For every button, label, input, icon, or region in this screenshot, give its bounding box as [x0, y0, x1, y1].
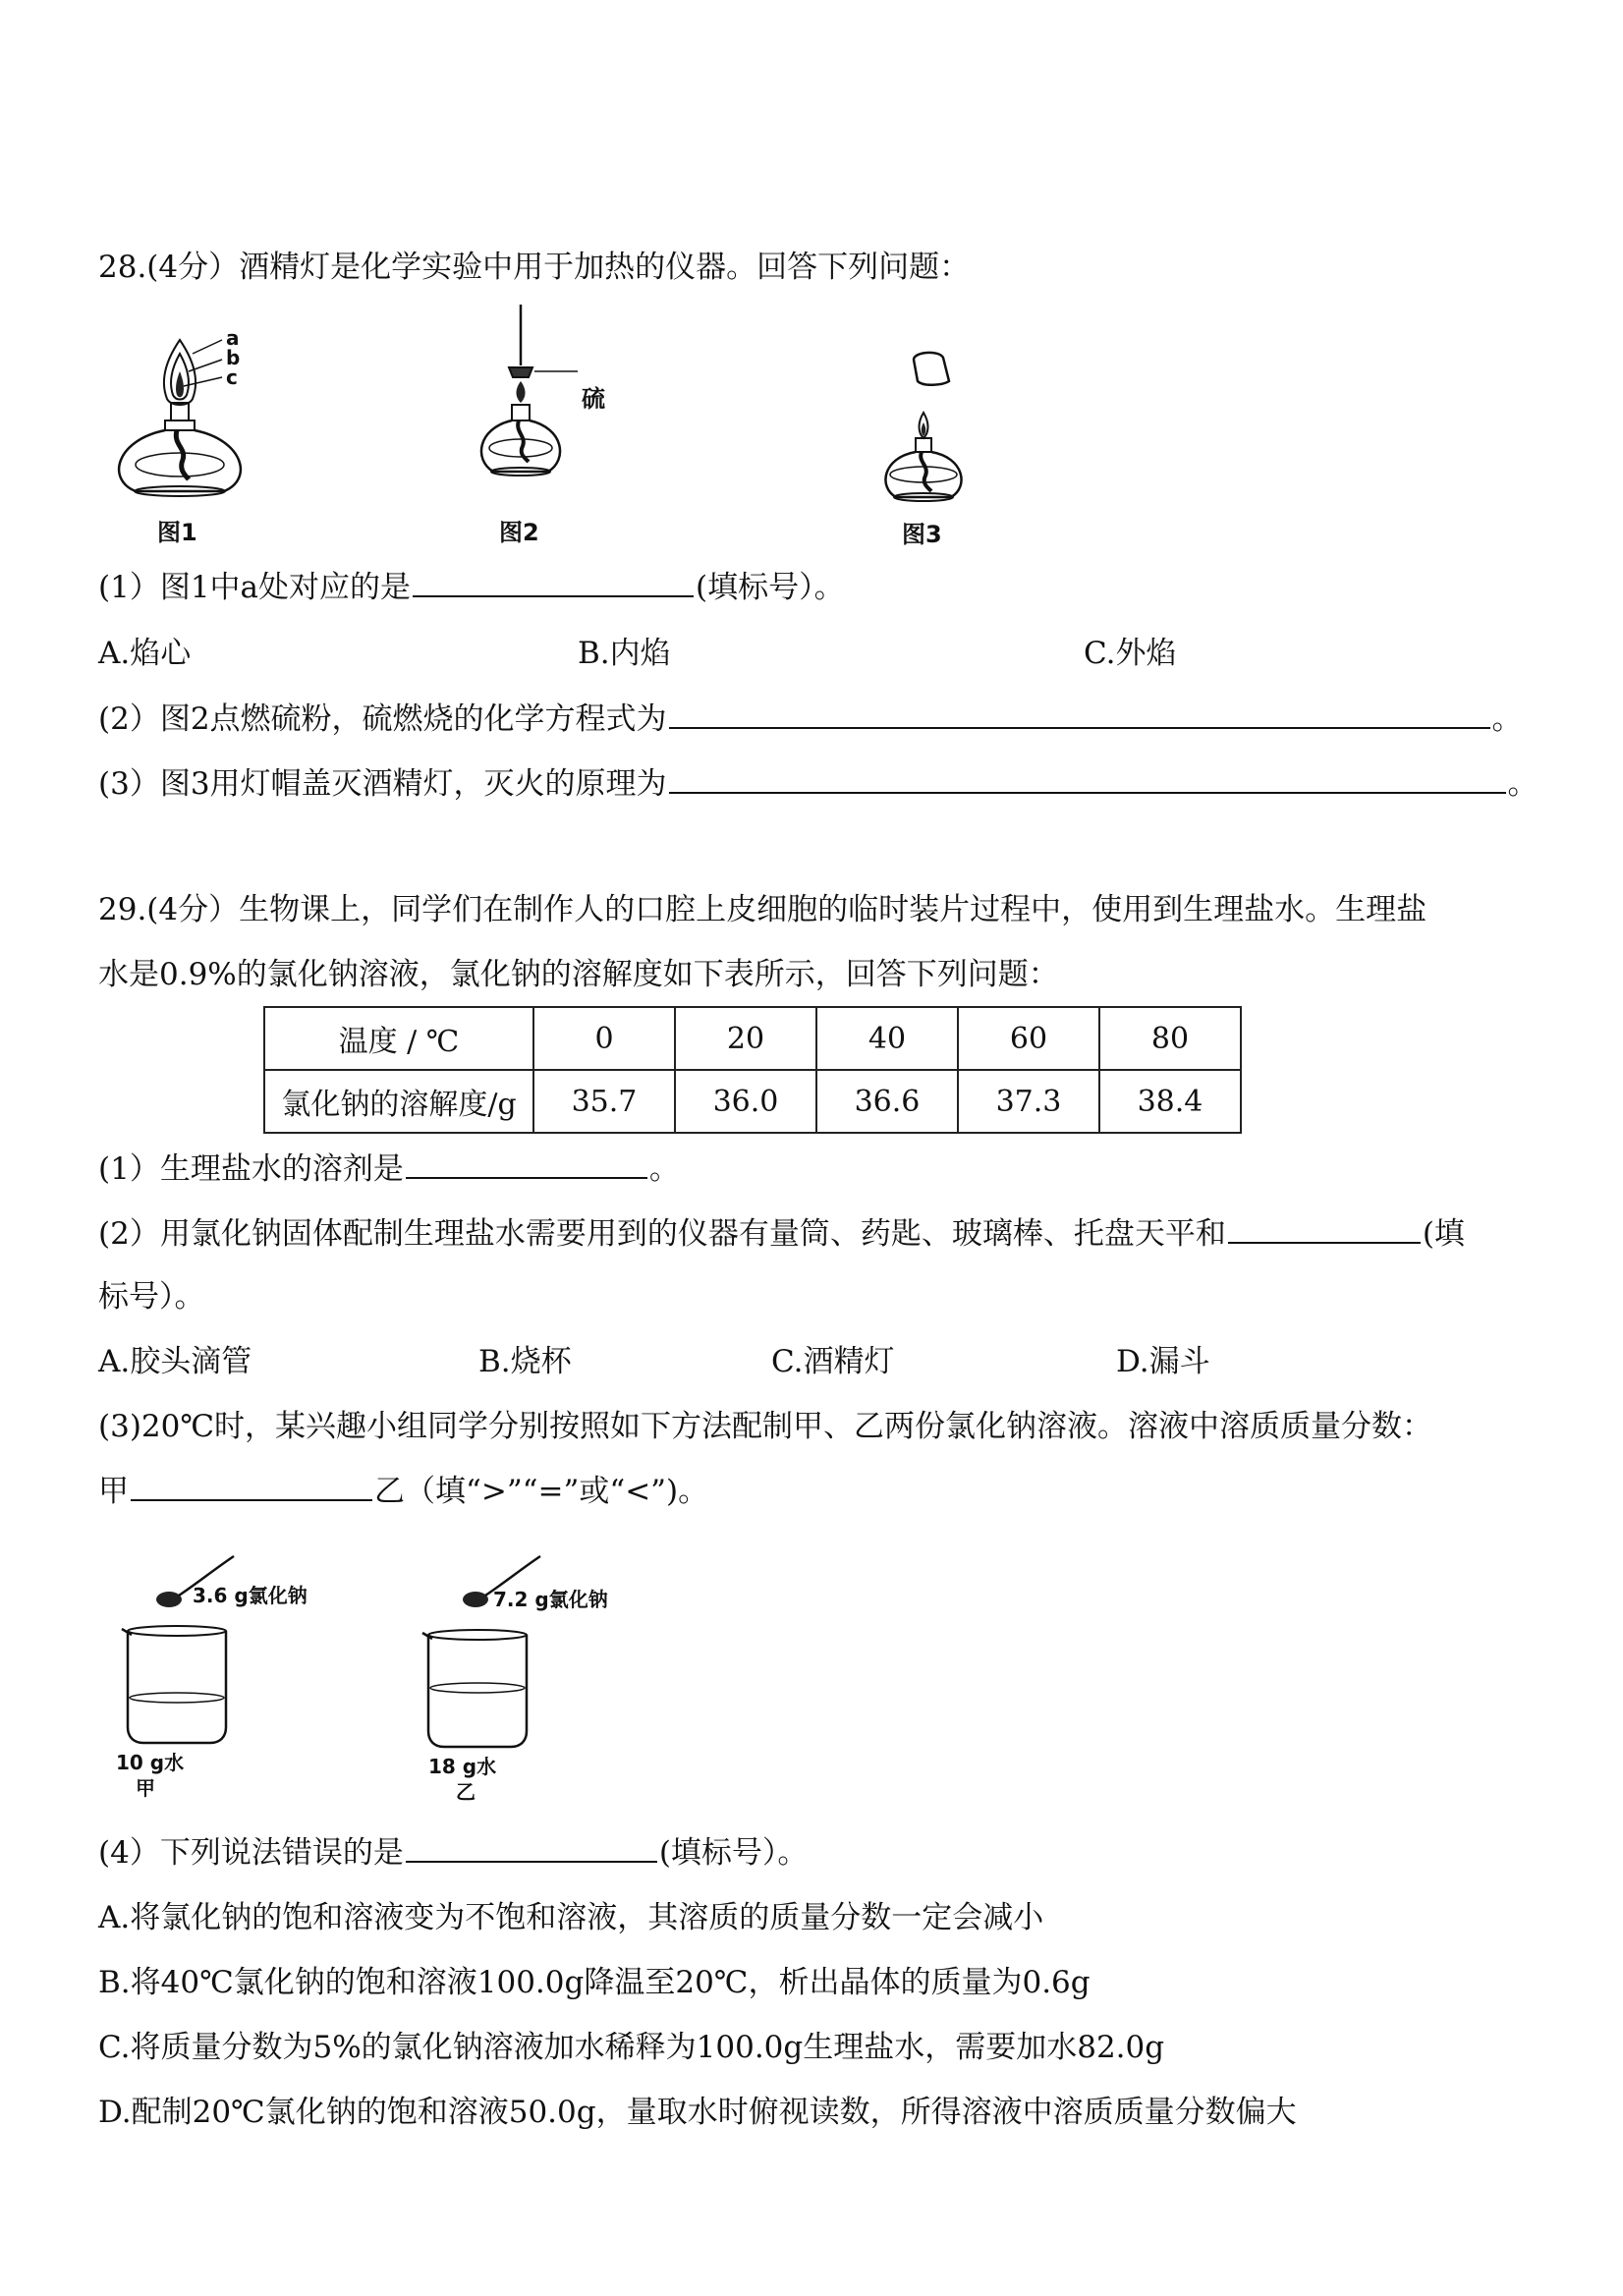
q29-part4-suffix: (填标号）。	[658, 1835, 809, 1871]
alcohol-lamp-figure-2	[479, 303, 656, 546]
q29-intro-line1: 29.(4分）生物课上，同学们在制作人的口腔上皮细胞的临时装片过程中，使用到生理盐水。生理盐	[98, 892, 1427, 927]
q29-part4-text: (4）下列说法错误的是	[98, 1835, 404, 1871]
table-cell: 36.0	[675, 1070, 816, 1133]
figure-3-caption: 图3	[902, 521, 942, 548]
q28-part3	[98, 764, 1539, 804]
table-cell: 38.4	[1099, 1070, 1241, 1133]
alcohol-lamp-figure-3	[874, 352, 992, 548]
table-cell: 0	[533, 1007, 675, 1070]
answer-blank[interactable]	[131, 1472, 372, 1501]
q28-part2-text: (2）图2点燃硫粉，硫燃烧的化学方程式为	[98, 701, 667, 737]
lamp-cap-icon	[874, 352, 992, 509]
q29-part1	[98, 1149, 680, 1189]
answer-blank[interactable]	[406, 1149, 647, 1179]
alcohol-lamp-figure-1	[106, 326, 253, 546]
table-cell: 40	[816, 1007, 958, 1070]
q28-part3-suffix: 。	[1507, 766, 1539, 802]
table-cell: 36.6	[816, 1070, 958, 1133]
beaker-figure-yi	[415, 1550, 670, 1806]
q28-part2-suffix: 。	[1491, 701, 1523, 737]
salt-label-yi: 7.2 g氯化钠	[493, 1588, 608, 1611]
table-cell: 37.3	[958, 1070, 1099, 1133]
q29-statement-c: C.将质量分数为5%的氯化钠溶液加水稀释为100.0g生理盐水，需要加水82.0g	[98, 2030, 1165, 2065]
answer-blank[interactable]	[406, 1833, 657, 1863]
q28-part1-text: (1）图1中a处对应的是	[98, 570, 412, 605]
q29-part3-suffix: 乙（填“>”“=”或“<”)。	[374, 1474, 709, 1509]
q28-part3-text: (3）图3用灯帽盖灭酒精灯，灭火的原理为	[98, 766, 667, 802]
salt-label-jia: 3.6 g氯化钠	[193, 1584, 308, 1607]
q29-option-a: A.胶头滴管	[98, 1344, 252, 1379]
q29-option-c: C.酒精灯	[771, 1344, 895, 1379]
q29-part3	[98, 1472, 708, 1511]
q28-option-b: B.内焰	[578, 636, 671, 671]
answer-blank[interactable]	[413, 568, 694, 597]
q29-statement-b: B.将40℃氯化钠的饱和溶液100.0g降温至20℃，析出晶体的质量为0.6g	[98, 1965, 1091, 2000]
q29-intro-line2: 水是0.9%的氯化钠溶液，氯化钠的溶解度如下表所示，回答下列问题：	[98, 957, 1059, 992]
beaker-name-jia: 甲	[136, 1776, 155, 1800]
q29-part4	[98, 1833, 808, 1873]
q29-part2-text: (2）用氯化钠固体配制生理盐水需要用到的仪器有量筒、药匙、玻璃棒、托盘天平和	[98, 1216, 1226, 1252]
q29-part3-line1: (3)20℃时，某兴趣小组同学分别按照如下方法配制甲、乙两份氯化钠溶液。溶液中溶质质量分数：	[98, 1409, 1433, 1444]
q29-part1-suffix: 。	[648, 1151, 680, 1187]
q29-option-b: B.烧杯	[478, 1344, 572, 1379]
q29-option-d: D.漏斗	[1116, 1344, 1210, 1379]
figure-2-caption: 图2	[499, 519, 539, 546]
q28-part1-suffix: (填标号）。	[696, 570, 845, 605]
q29-statement-a: A.将氯化钠的饱和溶液变为不饱和溶液，其溶质的质量分数一定会减小	[98, 1900, 1044, 1935]
q28-part2	[98, 700, 1523, 739]
flame-label-c: c	[226, 365, 238, 389]
flame-label-b: b	[226, 346, 241, 369]
beaker-name-yi: 乙	[456, 1780, 476, 1804]
table-cell: 60	[958, 1007, 1099, 1070]
table-header-temperature: 温度 / ℃	[264, 1007, 533, 1070]
q29-statement-d: D.配制20℃氯化钠的饱和溶液50.0g，量取水时俯视读数，所得溶液中溶质质量分数偏大	[98, 2095, 1297, 2130]
q29-part3-text: 甲	[98, 1474, 129, 1509]
q29-part2	[98, 1214, 1465, 1254]
table-cell: 35.7	[533, 1070, 675, 1133]
q29-part1-text: (1）生理盐水的溶剂是	[98, 1151, 404, 1187]
table-header-solubility: 氯化钠的溶解度/g	[264, 1070, 533, 1133]
solubility-table	[263, 1006, 1242, 1134]
q28-option-a: A.焰心	[98, 636, 192, 671]
answer-blank[interactable]	[669, 764, 1506, 794]
beaker-figure-jia	[108, 1550, 364, 1806]
flame-label-a: a	[226, 326, 240, 350]
burning-sulfur-lamp-icon	[479, 303, 656, 509]
q28-option-c: C.外焰	[1084, 636, 1177, 671]
table-cell: 80	[1099, 1007, 1241, 1070]
answer-blank[interactable]	[669, 700, 1490, 729]
water-label-jia: 10 g水	[116, 1751, 185, 1774]
table-row	[264, 1070, 1241, 1133]
q28-part1	[98, 568, 845, 607]
q29-part2-suffix: (填	[1422, 1216, 1465, 1252]
sulfur-label: 硫	[582, 385, 605, 413]
water-label-yi: 18 g水	[428, 1755, 497, 1778]
q28-title: 28.(4分）酒精灯是化学实验中用于加热的仪器。回答下列问题：	[98, 250, 971, 285]
table-cell: 20	[675, 1007, 816, 1070]
figure-1-caption: 图1	[157, 519, 197, 546]
answer-blank[interactable]	[1228, 1214, 1421, 1244]
table-row	[264, 1007, 1241, 1070]
q29-part2-line2: 标号）。	[98, 1279, 205, 1315]
